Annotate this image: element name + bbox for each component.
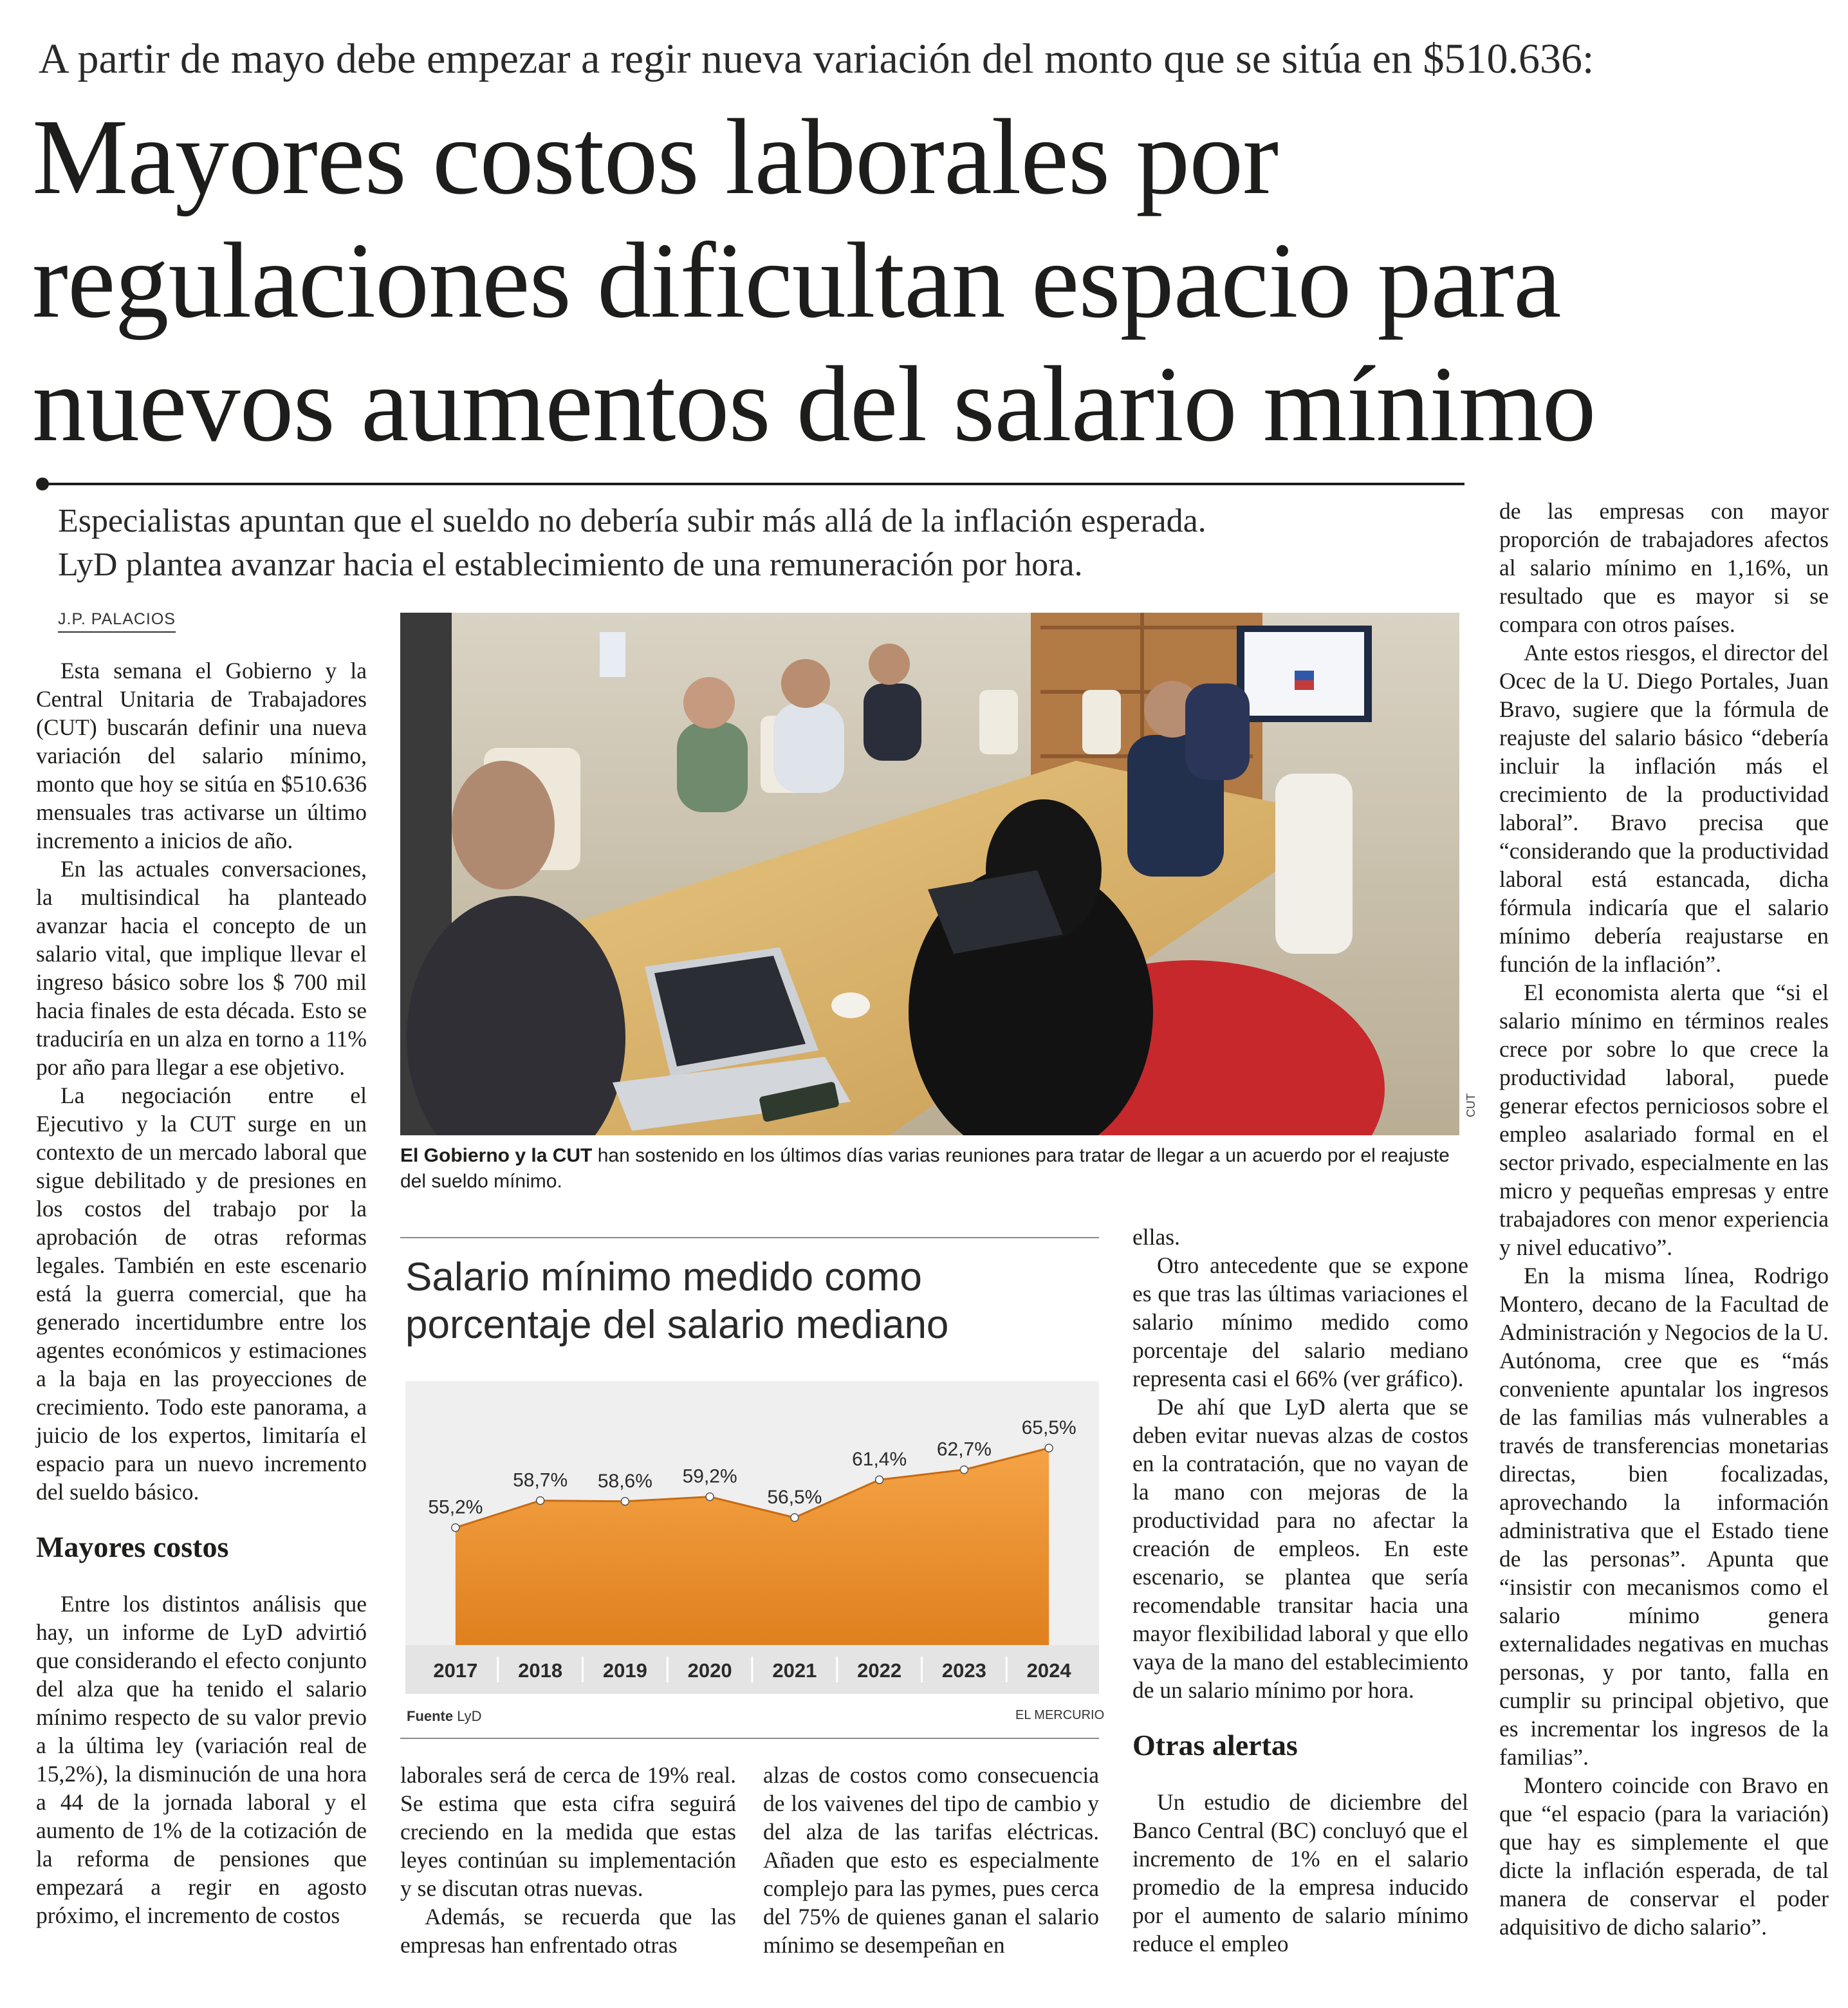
chart-x-tick-label: 2017 bbox=[433, 1659, 478, 1682]
chart-point bbox=[452, 1524, 459, 1532]
meeting-photo-illustration bbox=[400, 613, 1459, 1135]
paragraph: laborales será de cerca de 19% real. Se estima que esta cifra seguirá creciendo en la medida que estas leyes continúan su implementación y se discutan otras nuevas. bbox=[400, 1762, 736, 1901]
chart-title bbox=[405, 1254, 1100, 1349]
chart-data-label: 59,2% bbox=[682, 1465, 737, 1487]
chart-title-line-2: porcentaje del salario mediano bbox=[405, 1303, 949, 1347]
article-column-4 bbox=[1132, 1223, 1468, 1958]
chart-top-rule bbox=[400, 1237, 1099, 1238]
paragraph: En las actuales conversaciones, la multisindical ha planteado avanzar hacia el concepto de un salario vital, que implique llevar el ingreso básico sobre los $ 700 mil hacia finales de esta década. Esto se traduciría en un alza en torno a 11% por año para llegar a ese objetivo. bbox=[36, 856, 367, 1080]
paragraph: El economista alerta que “si el salario mínimo en términos reales crece por sobre lo que crece la productividad laboral, puede generar efectos perniciosos sobre el empleo asalariado formal en el sector privado, especialmente en las micro y pequeñas empresas y entre trabajadores con menor experiencia y nivel educativo”. bbox=[1499, 980, 1829, 1260]
chart-brand: EL MERCURIO bbox=[1015, 1708, 1105, 1722]
headline-line-2: regulaciones dificultan espacio para bbox=[32, 221, 1561, 340]
chart-point bbox=[706, 1493, 714, 1501]
paragraph: ellas. bbox=[1132, 1224, 1180, 1250]
chart-x-tick-label: 2020 bbox=[687, 1659, 732, 1682]
chart-data-label: 58,6% bbox=[597, 1470, 652, 1492]
chart-source bbox=[407, 1708, 482, 1725]
article-column-3 bbox=[763, 1761, 1099, 1959]
photo-credit: CUT bbox=[1465, 1093, 1477, 1117]
chart-point bbox=[960, 1466, 968, 1474]
chart-data-label: 65,5% bbox=[1021, 1417, 1076, 1438]
caption-bold: El Gobierno y la CUT bbox=[400, 1145, 593, 1166]
meeting-photo bbox=[400, 613, 1459, 1135]
paragraph: De ahí que LyD alerta que se deben evitar nuevas alzas de costos en la contratación, que no vayan de la mano con mejoras de la productividad para no afectar la creación de empleos. En este escenario, se plantea que sería recomendable transitar hacia una mayor flexibilidad laboral y que ello vaya de la mano del establecimiento de un salario mínimo por hora. bbox=[1132, 1394, 1468, 1703]
subheading-mayores-costos: Mayores costos bbox=[36, 1530, 229, 1563]
deck-line-2: LyD plantea avanzar hacia el establecimiento de una remuneración por hora. bbox=[58, 546, 1083, 583]
chart-data-label: 62,7% bbox=[936, 1438, 992, 1460]
chart-point bbox=[621, 1498, 629, 1505]
headline-line-1: Mayores costos laborales por bbox=[32, 97, 1279, 217]
paragraph: La negociación entre el Ejecutivo y la CUT surge en un contexto de un mercado laboral que sigue debilitado y de presiones en los costos del trabajo por la aprobación de otras reformas legales. También en este escenario está la guerra comercial, que ha generado incertidumbre entre los agentes económicos y estimaciones a la baja en las proyecciones de crecimiento. Todo este panorama, a juicio de los expertos, limitaría el espacio para un nuevo incremento del sueldo básico. bbox=[36, 1083, 367, 1505]
chart-point bbox=[1045, 1444, 1053, 1452]
deck bbox=[58, 499, 1474, 587]
article-column-5 bbox=[1499, 497, 1829, 1941]
header-rule bbox=[42, 483, 1465, 485]
article-column-2 bbox=[400, 1761, 736, 1959]
paragraph: Montero coincide con Bravo en que “el espacio (para la variación) que hay es simplemente el que dicte la inflación esperada, de tal manera de conservar el poder adquisitivo de dicho salario”. bbox=[1499, 1772, 1829, 1940]
chart-bottom-rule bbox=[400, 1738, 1099, 1739]
kicker: A partir de mayo debe empezar a regir nueva variación del monto que se sitúa en $510.636: bbox=[39, 35, 1594, 82]
paragraph: alzas de costos como consecuencia de los vaivenes del tipo de cambio y del alza de las tarifas eléctricas. Añaden que esto es especialmente complejo para las pymes, pues cerca del 75% de quienes ganan el salario mínimo se desempeñan en bbox=[763, 1762, 1099, 1958]
area-chart bbox=[405, 1381, 1099, 1694]
chart-x-tick-label: 2022 bbox=[857, 1659, 902, 1682]
paragraph: Ante estos riesgos, el director del Ocec de la U. Diego Portales, Juan Bravo, sugiere que la fórmula de reajuste del salario básico “debería incluir la inflación más el crecimiento de la productividad laboral”. Bravo precisa que “considerando que la productividad laboral está estancada, dicha fórmula indicaría que el salario mínimo debería reajustarse en función de la inflación”. bbox=[1499, 640, 1829, 977]
article-column-1 bbox=[36, 656, 367, 1929]
chart-title-line-1: Salario mínimo medido como bbox=[405, 1255, 922, 1299]
chart-x-tick-label: 2021 bbox=[772, 1659, 817, 1682]
photo-caption bbox=[400, 1143, 1468, 1195]
paragraph: de las empresas con mayor proporción de trabajadores afectos al salario mínimo en 1,16%, un resultado que es mayor si se compara con otros países. bbox=[1499, 498, 1829, 637]
chart-point bbox=[537, 1497, 544, 1505]
chart-data-label: 58,7% bbox=[513, 1469, 568, 1491]
paragraph: En la misma línea, Rodrigo Montero, decano de la Facultad de Administración y Negocios de la U. Autónoma, cree que es “más conveniente apuntalar los ingresos de las familias más vulnerables a través de transferencias monetarias directas, bien focalizadas, aprovechando la información administrativa que el Estado tiene de las personas”. Apunta que “insistir con mecanismos como el salario mínimo genera externalidades negativas en muchas personas, y por tanto, falla en cumplir su principal objetivo, que es incrementar los ingresos de la familias”. bbox=[1499, 1263, 1829, 1770]
chart-point bbox=[876, 1476, 883, 1483]
chart-x-tick-label: 2019 bbox=[602, 1659, 647, 1682]
headline-line-3: nuevos aumentos del salario mínimo bbox=[32, 344, 1596, 464]
paragraph: Un estudio de diciembre del Banco Central (BC) concluyó que el incremento de 1% en el salario promedio de la empresa inducido por el aumento de salario mínimo reduce el empleo bbox=[1132, 1789, 1468, 1957]
chart-point bbox=[791, 1514, 799, 1521]
paragraph: Otro antecedente que se expone es que tras las últimas variaciones el salario mínimo medido como porcentaje del salario mediano representa casi el 66% (ver gráfico). bbox=[1132, 1252, 1468, 1391]
chart-x-tick-label: 2018 bbox=[518, 1659, 563, 1682]
chart-source-label: Fuente bbox=[407, 1708, 454, 1724]
chart-x-tick-label: 2024 bbox=[1026, 1659, 1071, 1682]
subheading-otras-alertas: Otras alertas bbox=[1132, 1729, 1298, 1762]
paragraph: Entre los distintos análisis que hay, un informe de LyD advirtió que considerando el efecto conjunto del alza que ha tenido el salario mínimo respecto de su valor previo a la última ley (variación real de 15,2%), la disminución de una hora a 44 de la jornada laboral y el aumento de 1% de la cotización de la reforma de pensiones que empezará a regir en agosto próximo, el incremento de costos bbox=[36, 1591, 367, 1928]
chart-data-label: 56,5% bbox=[767, 1487, 822, 1508]
paragraph: Esta semana el Gobierno y la Central Unitaria de Trabajadores (CUT) buscarán definir una nueva variación del salario mínimo, monto que hoy se sitúa en $510.636 mensuales tras activarse un último incremento a inicios de año. bbox=[36, 658, 367, 853]
chart-source-value: LyD bbox=[457, 1708, 482, 1724]
chart-data-label: 61,4% bbox=[852, 1449, 907, 1471]
chart-data-label: 55,2% bbox=[428, 1496, 483, 1518]
caption-text: han sostenido en los últimos días varias reuniones para tratar de llegar a un acuerdo por el reajuste del sueldo mínimo. bbox=[400, 1145, 1450, 1192]
byline: J.P. PALACIOS bbox=[58, 610, 176, 633]
chart-x-tick-label: 2023 bbox=[941, 1659, 986, 1682]
paragraph: Además, se recuerda que las empresas han enfrentado otras bbox=[400, 1904, 736, 1958]
deck-line-1: Especialistas apuntan que el sueldo no debería subir más allá de la inflación esperada. bbox=[58, 503, 1206, 539]
headline bbox=[32, 95, 1821, 466]
